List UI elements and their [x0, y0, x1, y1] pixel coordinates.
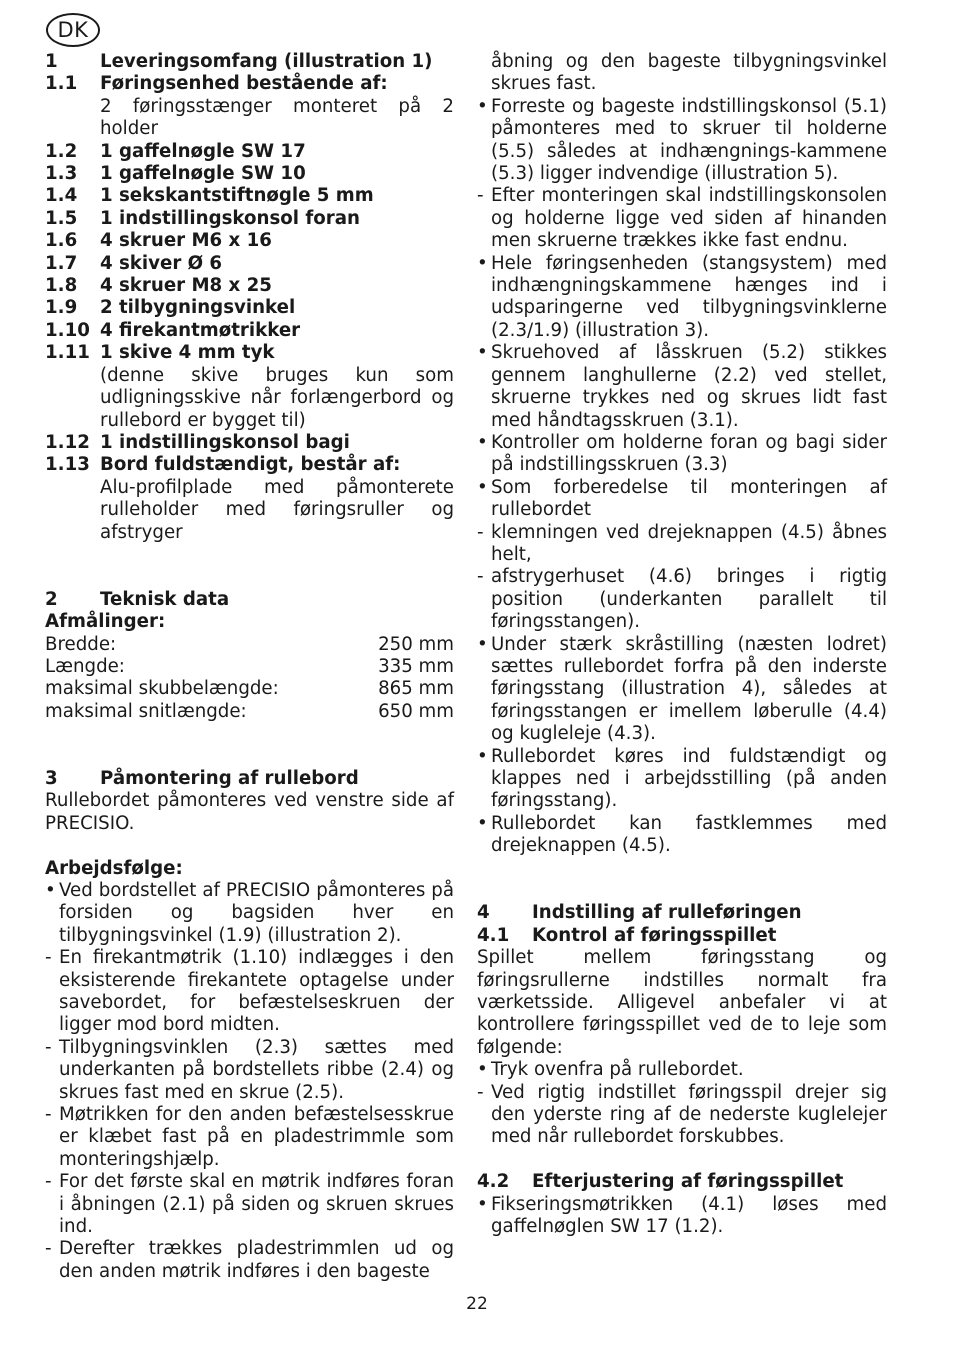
item-description: (denne skive bruges kun som udligningsskive når forlængerbord og rullebord er bygget til) [100, 364, 454, 431]
spec-value: 335 mm [378, 655, 454, 677]
list-item-text: Ved rigtig indstillet føringsspil drejer sig den yderste ring af de nederste kuglelejer med når rullebordet forskubbes. [491, 1081, 887, 1148]
bullet-marker: • [477, 1059, 488, 1081]
list-item [477, 342, 887, 432]
list-item-text: Rullebordet kan fastklemmes med drejeknappen (4.5). [491, 812, 887, 857]
list-item [45, 1104, 454, 1171]
list-item-text: Skruehoved af låsskruen (5.2) stikkes gennem langhullerne (2.2) ved stellet, skruerne trykkes ned og skrues lidt fast med håndtagsskruen (3.1). [491, 342, 887, 431]
item-number: 1.9 [45, 297, 78, 319]
spec-label: maksimal skubbelængde: [45, 678, 279, 700]
item-number: 1.5 [45, 207, 78, 229]
contents-item [45, 208, 454, 230]
list-item-text: Efter monteringen skal indstillingskonsolen og holderne ligge ved siden af hinanden men skruerne trækkes ikke fast endnu. [491, 185, 887, 252]
work-sequence-subheading: Arbejdsfølge: [45, 857, 183, 879]
list-item-text: Hele føringsenheden (stangsystem) med indhængningskammene hænges ind i udsparingerne ved tilbygningsvinklerne (2.3/1.9) (illustration 3). [491, 252, 887, 341]
spec-value: 250 mm [378, 633, 454, 655]
spec-list [45, 634, 454, 724]
steps-list-left [45, 880, 454, 1283]
item-title: 4 skiver Ø 6 [100, 252, 223, 274]
item-title: 1 sekskantstiftnøgle 5 mm [100, 185, 374, 207]
bullet-marker: • [477, 633, 488, 655]
item-number: 1.6 [45, 230, 78, 252]
contents-list [45, 73, 454, 544]
item-title: Føringsenhed bestående af: [100, 73, 388, 95]
item-number: 1.3 [45, 163, 78, 185]
spec-row [45, 701, 454, 723]
dash-marker: - [477, 566, 484, 588]
list-item-text: klemningen ved drejeknappen (4.5) åbnes helt, [491, 521, 887, 565]
list-item-text: Rullebordet køres ind fuldstændigt og klappes ned i arbejdsstilling (på anden føringsstang). [491, 745, 887, 812]
item-title: 1 indstillingskonsol bagi [100, 431, 350, 453]
list-item [477, 96, 887, 186]
bullet-marker: • [477, 812, 488, 834]
list-item [45, 1238, 454, 1283]
list-item-text: afstrygerhuset (4.6) bringes i rigtig position (underkanten parallelt til føringsstangen). [491, 566, 887, 633]
list-item-text: Tryk ovenfra på rullebordet. [491, 1059, 744, 1081]
list-item [477, 1059, 887, 1081]
spec-label: maksimal snitlængde: [45, 700, 247, 722]
item-number: 1.2 [45, 140, 78, 162]
list-item [45, 947, 454, 1037]
dash-marker: - [45, 947, 52, 969]
list-item [45, 1171, 454, 1238]
contents-item [45, 342, 454, 364]
bullet-marker: • [477, 252, 488, 274]
item-title: Bord fuldstændigt, består af: [100, 454, 401, 476]
item-number: 1.11 [45, 342, 90, 364]
item-number: 1.12 [45, 431, 90, 453]
contents-item [45, 320, 454, 342]
list-item [477, 1082, 887, 1149]
dash-marker: - [45, 1238, 52, 1260]
bullet-marker: • [477, 1193, 488, 1215]
section-3-heading: 3 Påmontering af rullebord [45, 767, 359, 789]
spec-label: Længde: [45, 655, 125, 677]
list-item [45, 1037, 454, 1104]
item-title: 1 indstillingskonsol foran [100, 207, 360, 229]
list-item-text: Tilbygningsvinklen (2.3) sættes med underkanten på bordstellets ribbe (2.4) og skrues fast med en skrue (2.5). [59, 1036, 454, 1103]
contents-item [45, 297, 454, 319]
item-description: Alu-profilplade med påmonterete rulleholder med føringsruller og afstryger [100, 476, 454, 543]
list-item-text: Ved bordstellet af PRECISIO påmonteres på forsiden og bagsiden hver en tilbygningsvinkel (1.9) (illustration 2). [59, 879, 454, 946]
section-4-2-heading: 4.2 Efterjustering af føringsspillet [477, 1171, 844, 1193]
list-item [477, 634, 887, 746]
dimensions-subheading: Afmålinger: [45, 611, 166, 633]
section-4-1-heading: 4.1 Kontrol af føringsspillet [477, 924, 777, 946]
spec-value: 865 mm [378, 678, 454, 700]
spec-row [45, 634, 454, 656]
bullet-marker: • [477, 745, 488, 767]
list-item [477, 477, 887, 522]
section-4-heading: 4 Indstilling af rulleføringen [477, 902, 802, 924]
item-title: 1 gaffelnøgle SW 10 [100, 163, 306, 185]
contents-item [45, 432, 454, 454]
list-item-text: Derefter trækkes pladestrimmlen ud og den anden møtrik indføres i den bageste [59, 1238, 454, 1282]
dash-marker: - [477, 185, 484, 207]
spec-value: 650 mm [378, 700, 454, 722]
steps-list-4-2 [477, 1194, 887, 1239]
item-number: 1.1 [45, 73, 78, 95]
item-title: 4 firekantmøtrikker [100, 319, 301, 341]
contents-item [45, 253, 454, 275]
dash-marker: - [45, 1036, 52, 1058]
contents-item [45, 185, 454, 207]
list-item-text: Forreste og bageste indstillingskonsol (5.1) påmonteres med to skruer til holderne (5.5) således at indhængnings-kammene (5.3) ligger indvendige (illustration 5). [491, 95, 887, 185]
list-item [477, 185, 887, 252]
section-2-heading: 2 Teknisk data [45, 588, 230, 610]
list-item-text: Under stærk skråstilling (næsten lodret) sættes rullebordet forfra på den inderste føringsstang (illustration 4), således at føringsstangen er imellem løberulle (4.4) og kugleleje (4.3). [491, 633, 887, 745]
item-number: 1.13 [45, 454, 90, 476]
item-description: 2 føringsstænger monteret på 2 holder [100, 95, 454, 140]
left-column [45, 51, 454, 1283]
bullet-marker: • [45, 879, 56, 901]
dash-marker: - [45, 1104, 52, 1126]
contents-item [45, 73, 454, 95]
bullet-marker: • [477, 95, 488, 117]
item-number: 1.8 [45, 275, 78, 297]
item-number: 1.4 [45, 185, 78, 207]
page-number: 22 [466, 1294, 488, 1314]
list-item-text: For det første skal en møtrik indføres foran i åbningen (2.1) på siden og skruen skrues ind. [59, 1171, 454, 1238]
contents-item [45, 163, 454, 185]
steps-list-4-1 [477, 1059, 887, 1149]
bullet-marker: • [477, 476, 488, 498]
contents-item [45, 230, 454, 252]
item-title: 4 skruer M6 x 16 [100, 230, 272, 252]
item-title: 1 skive 4 mm tyk [100, 342, 275, 364]
list-item-text: En firekantmøtrik (1.10) indlægges i den eksisterende firekantete optagelse under savebordet, for befæstelseskruen der ligger mod bord midten. [59, 947, 454, 1036]
spec-row [45, 678, 454, 700]
dash-marker: - [45, 1171, 52, 1193]
list-item-text: Som forberedelse til monteringen af rullebordet [491, 476, 887, 521]
language-badge: DK [46, 13, 100, 47]
list-item [477, 746, 887, 813]
item-title: 4 skruer M8 x 25 [100, 275, 272, 297]
list-item [477, 522, 887, 567]
list-item [45, 880, 454, 947]
section-3-intro: Rullebordet påmonteres ved venstre side af PRECISIO. [45, 790, 454, 834]
list-item-continuation: åbning og den bageste tilbygningsvinkel skrues fast. [491, 51, 887, 95]
list-item [477, 813, 887, 858]
item-title: 1 gaffelnøgle SW 17 [100, 140, 306, 162]
item-number: 1.10 [45, 319, 90, 341]
section-4-1-intro: Spillet mellem føringsstang og føringsrullerne indstilles normalt fra værketsside. Alligevel anbefaler vi at kontrollere føringsspillet ved de to leje som følgende: [477, 947, 887, 1058]
item-number: 1.7 [45, 252, 78, 274]
contents-item [45, 141, 454, 163]
steps-list-right [477, 96, 887, 858]
bullet-marker: • [477, 431, 488, 453]
contents-item [45, 454, 454, 476]
spec-row [45, 656, 454, 678]
list-item-text: Fikseringsmøtrikken (4.1) løses med gaffelnøglen SW 17 (1.2). [491, 1193, 887, 1238]
list-item [477, 432, 887, 477]
list-item [477, 253, 887, 343]
spec-label: Bredde: [45, 633, 117, 655]
dash-marker: - [477, 521, 484, 543]
contents-item [45, 275, 454, 297]
bullet-marker: • [477, 342, 488, 364]
item-title: 2 tilbygningsvinkel [100, 297, 296, 319]
list-item-text: Møtrikken for den anden befæstelsesskrue er klæbet fast på en pladestrimmle som monteringshjælp. [59, 1104, 454, 1170]
section-1-heading: 1 Leveringsomfang (illustration 1) [45, 51, 433, 72]
list-item-text: Kontroller om holderne foran og bagi sider på indstillingsskruen (3.3) [491, 431, 887, 476]
right-column [477, 51, 887, 1239]
list-item [477, 566, 887, 633]
list-item [477, 1194, 887, 1239]
dash-marker: - [477, 1081, 484, 1103]
